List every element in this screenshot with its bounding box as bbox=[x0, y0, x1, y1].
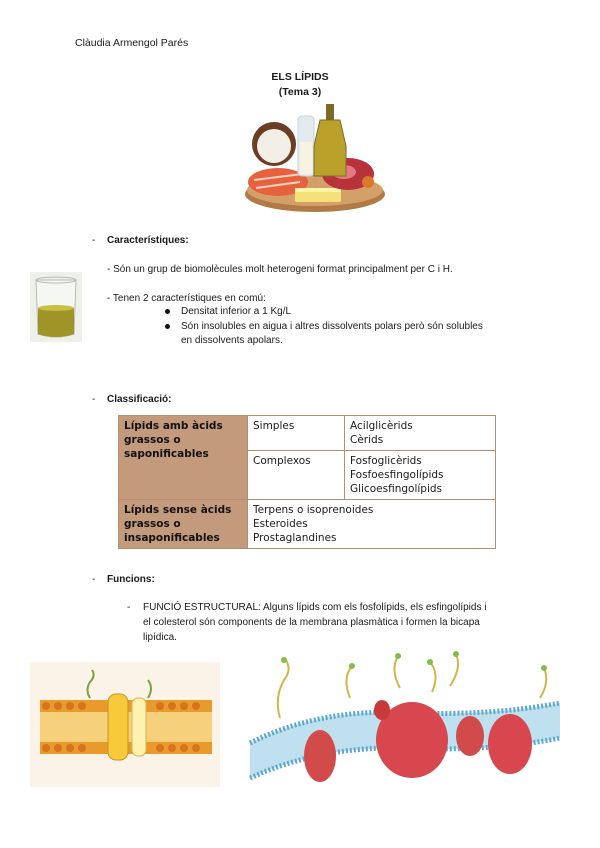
document-title: ELS LÍPIDS bbox=[271, 71, 329, 83]
characteristics-line-2: - Tenen 2 característiques en comú: bbox=[107, 293, 266, 304]
section-dash: - bbox=[92, 235, 96, 246]
cell-line: insaponificables bbox=[124, 532, 220, 544]
author-name: Clàudia Armengol Parés bbox=[75, 37, 189, 49]
characteristics-line-1: - Són un grup de biomolècules molt heterogeni format principalment per C i H. bbox=[107, 264, 453, 275]
cell-line: Glicoesfingolípids bbox=[350, 483, 443, 495]
function-line: FUNCIÓ ESTRUCTURAL: Alguns lípids com els fosfolípids, els esfingolípids i bbox=[143, 602, 487, 613]
cell-line: grassos o bbox=[124, 434, 181, 446]
classification-table bbox=[118, 415, 496, 549]
section-dash: - bbox=[92, 574, 96, 585]
cell-line: grassos o bbox=[124, 518, 181, 530]
complexos-label: Complexos bbox=[248, 451, 345, 500]
food-image bbox=[240, 102, 390, 216]
oil-glass-image bbox=[30, 272, 82, 342]
cell-line: Esteroides bbox=[253, 518, 308, 530]
cell-line: Lípids amb àcids bbox=[124, 420, 223, 432]
cell-line: Fosfoglicèrids bbox=[350, 455, 422, 467]
bullet-dot bbox=[165, 309, 170, 314]
document-subtitle: (Tema 3) bbox=[278, 86, 322, 98]
saponifiable-header bbox=[119, 416, 248, 500]
bullet-item: Densitat inferior a 1 Kg/L bbox=[181, 306, 292, 317]
complexos-items bbox=[345, 451, 496, 500]
cell-line: Fosfoesfingolípids bbox=[350, 469, 444, 481]
cell-line: Lípids sense àcids bbox=[124, 504, 232, 516]
insaponifiable-items bbox=[248, 500, 496, 549]
section-dash: - bbox=[92, 394, 96, 405]
bullet-dot bbox=[165, 324, 170, 329]
function-dash: - bbox=[127, 602, 131, 613]
characteristics-heading: Característiques: bbox=[107, 235, 189, 246]
function-line: lipídica. bbox=[143, 632, 177, 643]
membrane-small-diagram bbox=[30, 662, 220, 787]
bullet-item-continuation: en dissolvents apolars. bbox=[181, 335, 283, 346]
functions-heading: Funcions: bbox=[107, 574, 155, 585]
classification-heading: Classificació: bbox=[107, 394, 172, 405]
membrane-large-diagram bbox=[240, 648, 570, 820]
simples-items bbox=[345, 416, 496, 451]
cell-line: Prostaglandines bbox=[253, 532, 337, 544]
cell-line: Acilglicèrids bbox=[350, 420, 413, 432]
simples-label: Simples bbox=[248, 416, 345, 451]
cell-line: saponificables bbox=[124, 448, 209, 460]
cell-line: Cèrids bbox=[350, 434, 384, 446]
bullet-item: Són insolubles en aigua i altres dissolvents polars però són solubles bbox=[181, 321, 483, 332]
insaponifiable-header bbox=[119, 500, 248, 549]
cell-line: Terpens o isoprenoides bbox=[253, 504, 374, 516]
function-line: el colesterol són components de la membrana plasmàtica i formen la bicapa bbox=[143, 617, 480, 628]
